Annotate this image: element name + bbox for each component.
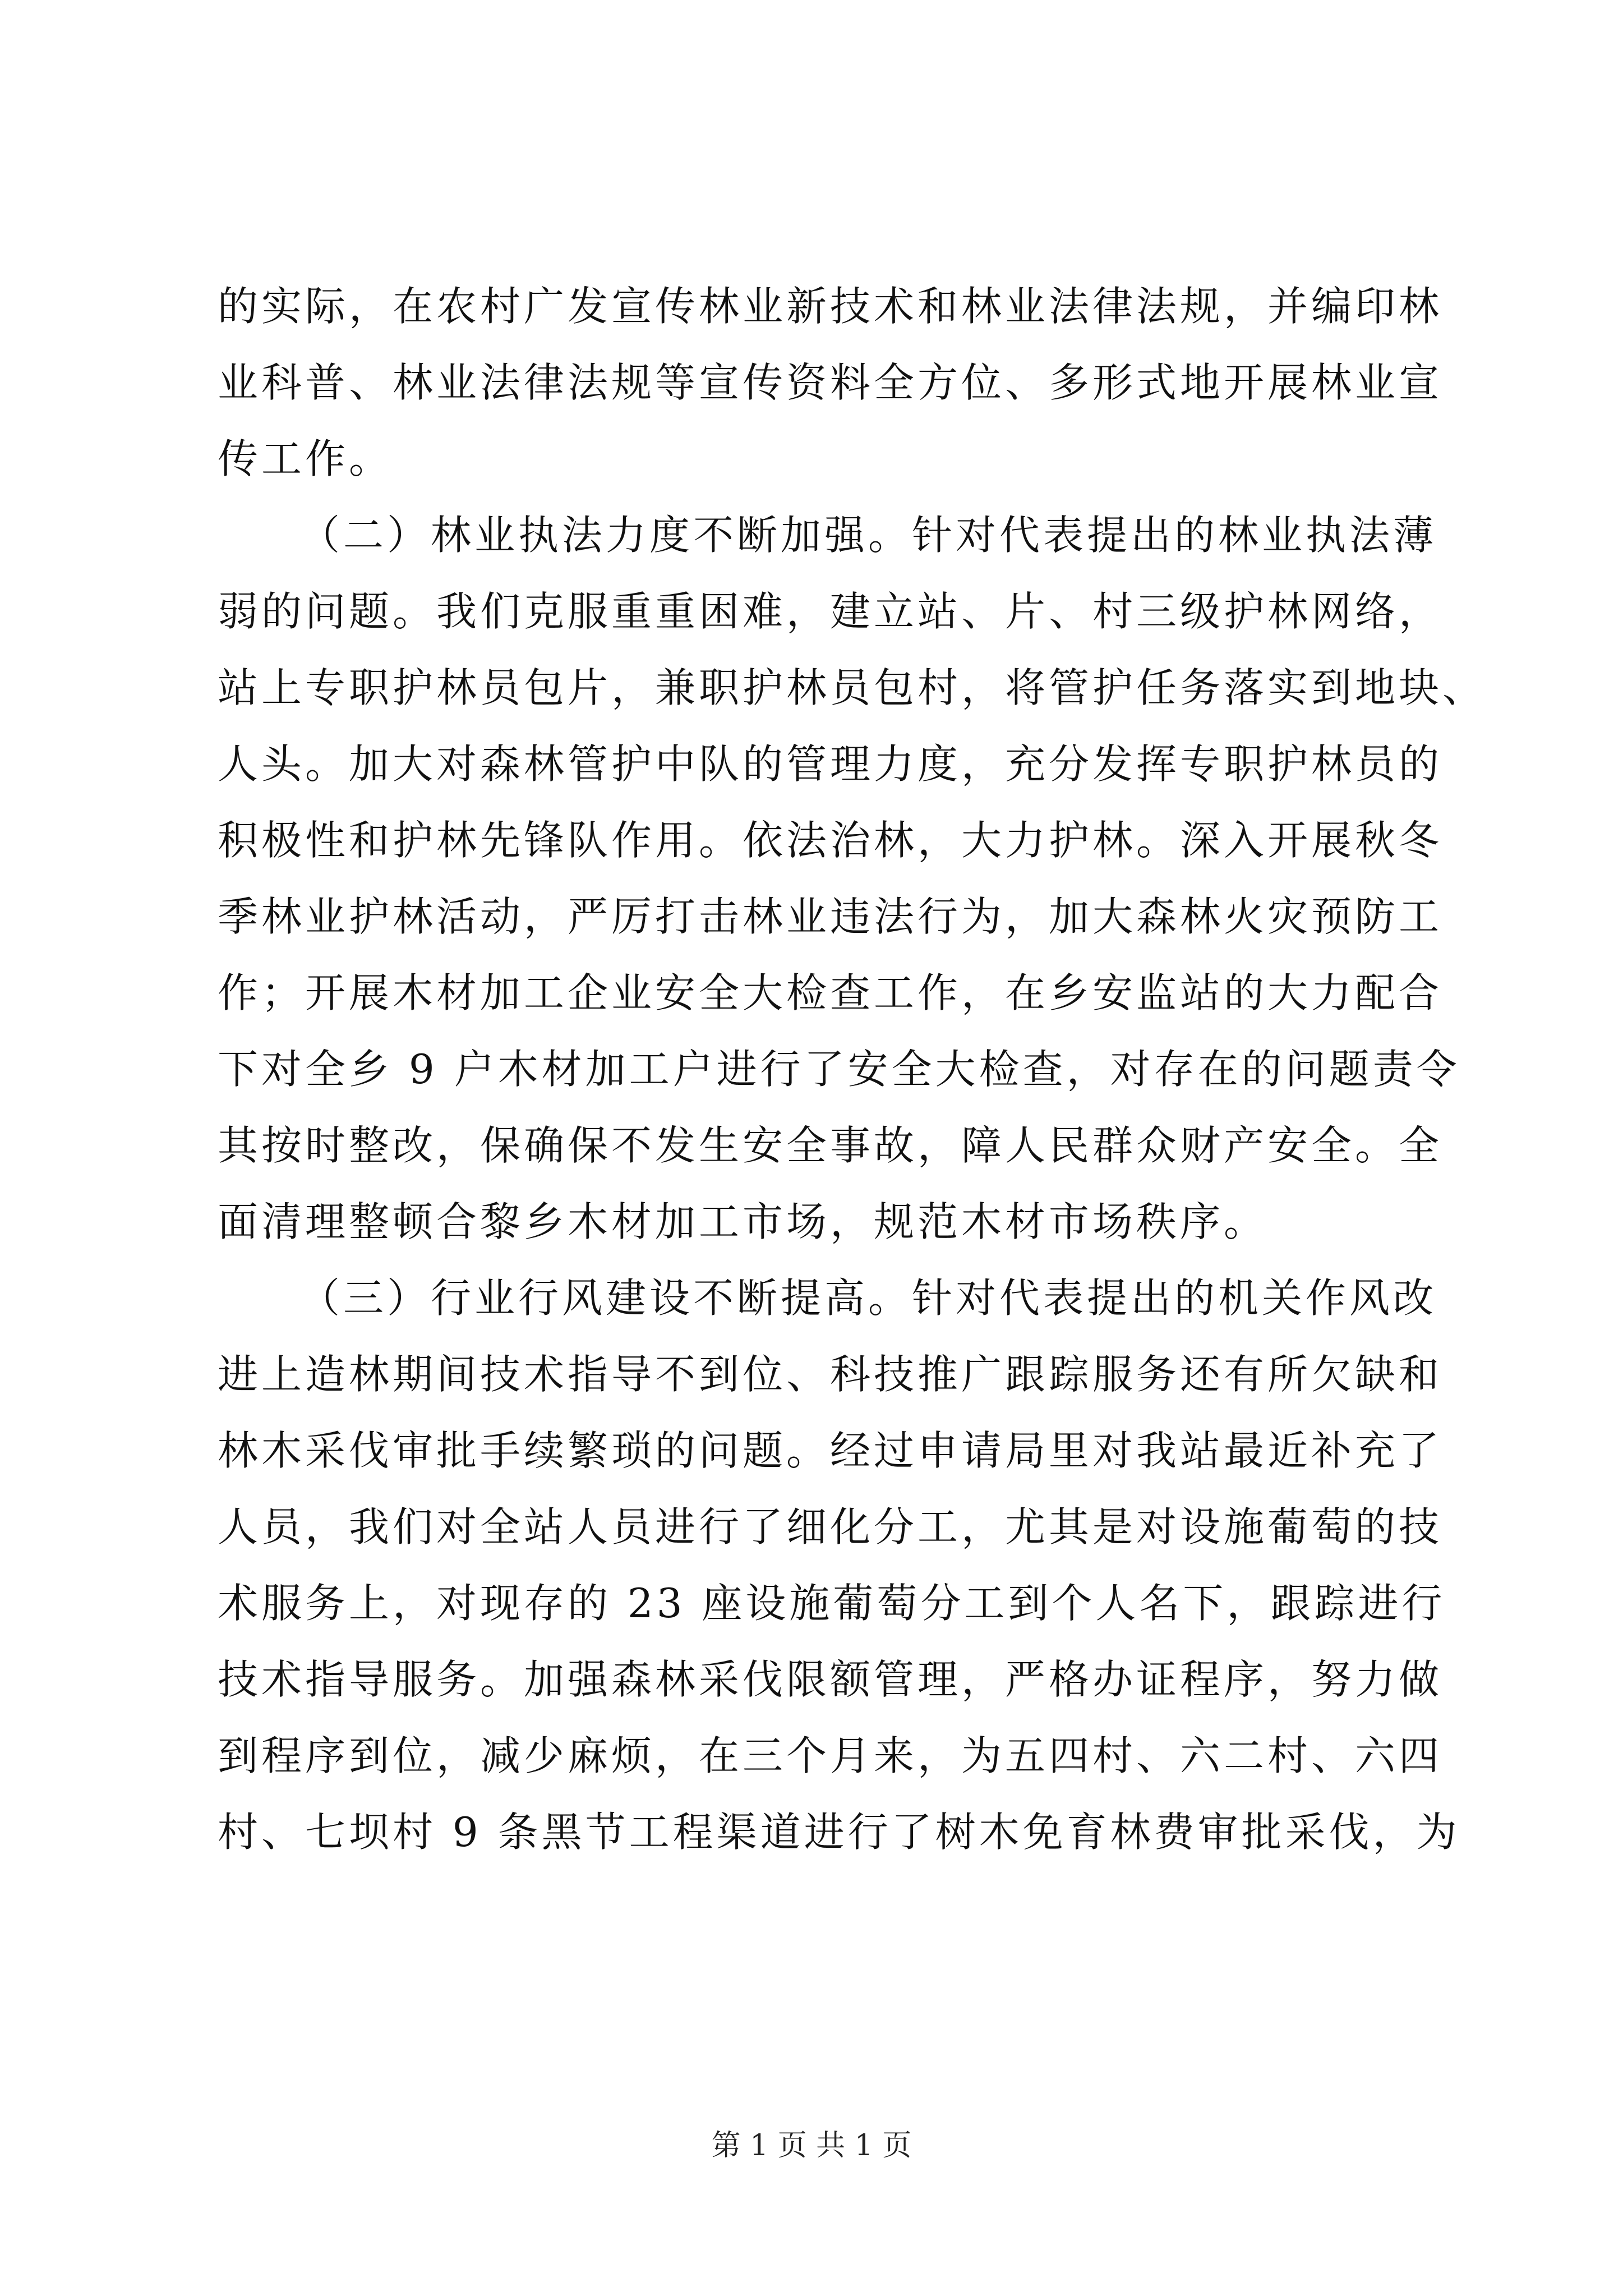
text-line: 传工作。 <box>218 435 393 482</box>
page-number-footer: 第 1 页 共 1 页 <box>711 2129 912 2162</box>
text-line: 面清理整顿合黎乡木材加工市场，规范木材市场秩序。 <box>218 1198 1268 1245</box>
text-line-paragraph-start: （三）行业行风建设不断提高。针对代表提出的机关作风改 <box>299 1274 1437 1322</box>
text-line: 作；开展木材加工企业安全大检查工作，在乡安监站的大力配合 <box>218 969 1443 1016</box>
body-text <box>218 268 1487 1870</box>
text-line: 弱的问题。我们克服重重困难，建立站、片、村三级护林网络， <box>218 588 1443 635</box>
text-line: 站上专职护林员包片，兼职护林员包村，将管护任务落实到地块、 <box>218 664 1487 711</box>
text-line: 季林业护林活动，严厉打击林业违法行为，加大森林火灾预防工 <box>218 893 1443 940</box>
text-line: 其按时整改，保确保不发生安全事故，障人民群众财产安全。全 <box>218 1122 1443 1169</box>
text-line: 到程序到位，减少麻烦，在三个月来，为五四村、六二村、六四 <box>218 1732 1443 1779</box>
text-line: 术服务上，对现存的 23 座设施葡萄分工到个人名下，跟踪进行 <box>218 1580 1446 1627</box>
text-line: 人员，我们对全站人员进行了细化分工，尤其是对设施葡萄的技 <box>218 1503 1443 1550</box>
text-line: 的实际，在农村广发宣传林业新技术和林业法律法规，并编印林 <box>218 283 1443 330</box>
text-line: 技术指导服务。加强森林采伐限额管理，严格办证程序，努力做 <box>218 1656 1443 1703</box>
text-line: 业科普、林业法律法规等宣传资料全方位、多形式地开展林业宣 <box>218 359 1443 406</box>
text-line: 积极性和护林先锋队作用。依法治林，大力护林。深入开展秋冬 <box>218 817 1443 864</box>
text-line: 进上造林期间技术指导不到位、科技推广跟踪服务还有所欠缺和 <box>218 1351 1443 1398</box>
text-line: 人头。加大对森林管护中队的管理力度，充分发挥专职护林员的 <box>218 740 1443 788</box>
text-line: 林木采伐审批手续繁琐的问题。经过申请局里对我站最近补充了 <box>218 1427 1443 1474</box>
text-line: 村、七坝村 9 条黑节工程渠道进行了树木免育林费审批采伐，为 <box>218 1809 1460 1856</box>
text-line-paragraph-start: （二）林业执法力度不断加强。针对代表提出的林业执法薄 <box>299 512 1437 559</box>
text-line: 下对全乡 9 户木材加工户进行了安全大检查，对存在的问题责令 <box>218 1046 1460 1093</box>
